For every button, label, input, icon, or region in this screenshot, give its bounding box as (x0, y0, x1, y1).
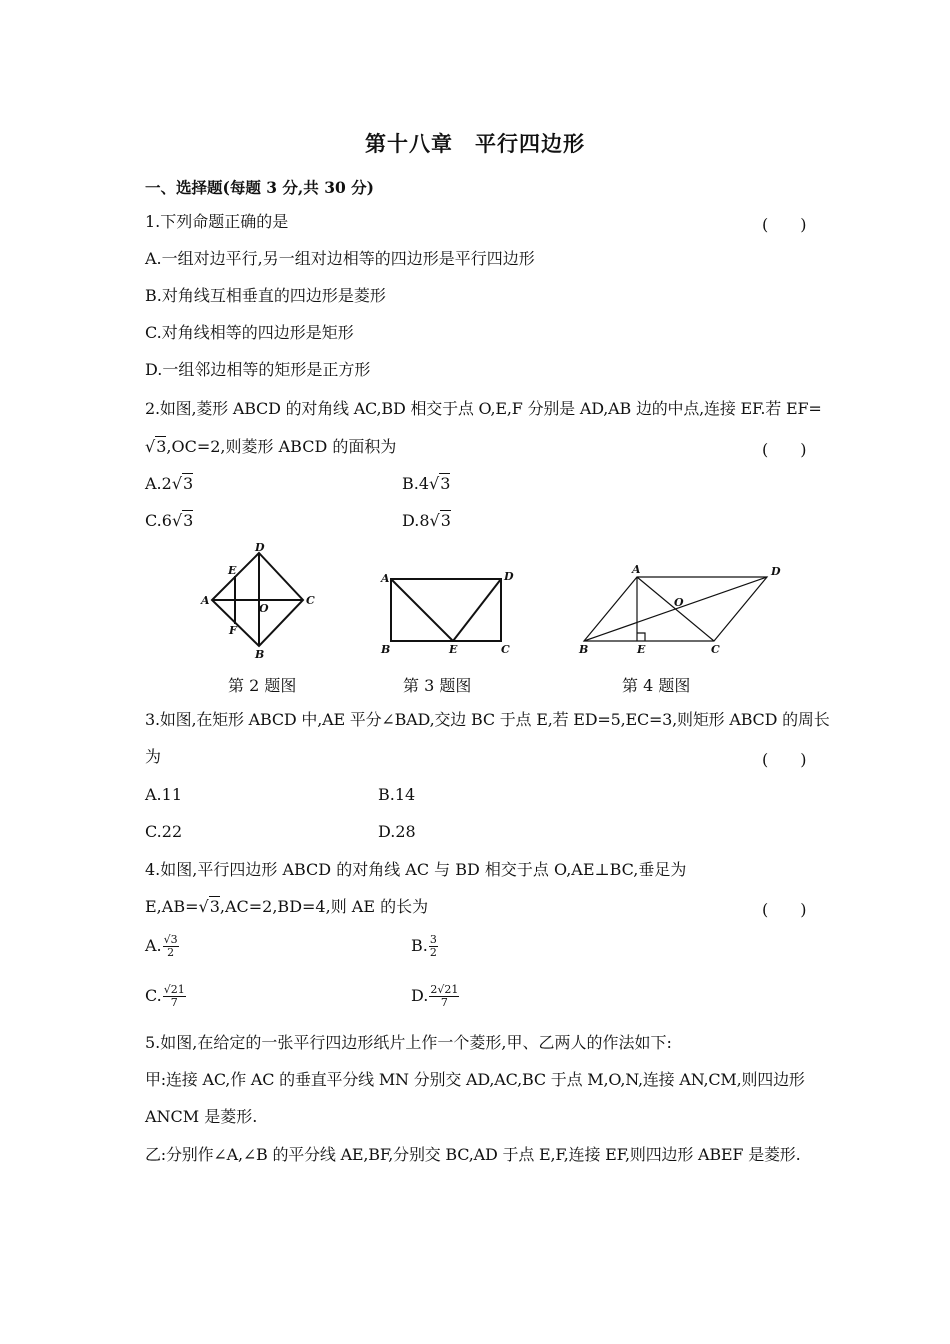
q3-stem-line1: 3.如图,在矩形 ABCD 中,AE 平分∠BAD,交边 BC 于点 E,若 ED=5,EC=3,则矩形 ABCD 的周长 (145, 710, 830, 729)
figure-2-caption: 第 2 题图 (228, 676, 297, 695)
q5-method-jia-line1: 甲:连接 AC,作 AC 的垂直平分线 MN 分别交 AD,AC,BC 于点 M,O,N,连接 AN,CM,则四边形 (145, 1070, 805, 1089)
q2-option-b: B.4√3 (402, 474, 451, 493)
q4-stem-line1: 4.如图,平行四边形 ABCD 的对角线 AC 与 BD 相交于点 O,AE⊥BC,垂足为 (145, 860, 687, 879)
q2-stem-line1: 2.如图,菱形 ABCD 的对角线 AC,BD 相交于点 O,E,F 分别是 AD,AB 边的中点,连接 EF.若 EF= (145, 399, 822, 418)
figure-4-parallelogram (574, 558, 814, 660)
q1-option-c: C.对角线相等的四边形是矩形 (145, 323, 354, 342)
fig4-label-b: B (579, 643, 589, 656)
fig2-label-d: D (255, 541, 265, 554)
q2-answer-blank: ( ) (762, 440, 807, 459)
q4-stem-line2: E,AB=√3,AC=2,BD=4,则 AE 的长为 (145, 897, 429, 916)
fig2-label-e: E (228, 564, 237, 577)
fraction: $\frac{√3}{2}$ (163, 933, 178, 959)
q1-option-b: B.对角线互相垂直的四边形是菱形 (145, 286, 386, 305)
fig4-label-o: O (674, 596, 684, 609)
sqrt-expression: √3 (145, 437, 167, 456)
q1-option-a: A.一组对边平行,另一组对边相等的四边形是平行四边形 (145, 249, 535, 268)
fraction: $\frac{2√21}{7}$ (430, 983, 459, 1009)
fig4-label-e: E (637, 643, 646, 656)
q4-option-a: A. $\frac{√3}{2}$ (145, 933, 178, 959)
q3-option-b: B.14 (378, 785, 416, 804)
fraction: $\frac{3}{2}$ (429, 933, 437, 959)
q4-option-c: C. $\frac{√21}{7}$ (145, 983, 185, 1009)
q1-answer-blank: ( ) (762, 215, 807, 234)
fig4-label-a: A (632, 563, 641, 576)
fig2-label-o: O (259, 602, 269, 615)
q5-stem-line1: 5.如图,在给定的一张平行四边形纸片上作一个菱形,甲、乙两人的作法如下: (145, 1033, 672, 1052)
fig4-label-c: C (711, 643, 720, 656)
fig3-label-c: C (501, 643, 510, 656)
figure-3-caption: 第 3 题图 (403, 676, 472, 695)
fig3-label-d: D (504, 570, 514, 583)
figure-2-rhombus (195, 540, 320, 660)
q4-option-b: B. $\frac{3}{2}$ (411, 933, 437, 959)
fig2-label-f: F (229, 624, 237, 637)
figure-4-caption: 第 4 题图 (622, 676, 691, 695)
page-title: 第十八章 平行四边形 (365, 131, 585, 156)
q3-answer-blank: ( ) (762, 750, 807, 769)
q1-option-d: D.一组邻边相等的矩形是正方形 (145, 360, 371, 379)
figure-3-rectangle (375, 562, 520, 660)
q2-stem-line2: √3,OC=2,则菱形 ABCD 的面积为 (145, 437, 397, 456)
q3-option-a: A.11 (145, 785, 182, 804)
section-heading: 一、选择题(每题 3 分,共 30 分) (145, 178, 375, 197)
q4-answer-blank: ( ) (762, 900, 807, 919)
q2-option-a: A.2√3 (145, 474, 194, 493)
q5-method-jia-line2: ANCM 是菱形. (145, 1107, 258, 1126)
fig3-label-a: A (381, 572, 390, 585)
fig2-label-a: A (201, 594, 210, 607)
q3-option-d: D.28 (378, 822, 416, 841)
fig3-label-b: B (381, 643, 391, 656)
q2-option-c: C.6√3 (145, 511, 194, 530)
q1-stem: 1.下列命题正确的是 (145, 212, 289, 231)
q2-option-d: D.8√3 (402, 511, 451, 530)
fig2-label-c: C (306, 594, 315, 607)
q4-option-d: D. $\frac{2√21}{7}$ (411, 983, 459, 1009)
fig2-label-b: B (255, 648, 265, 660)
q5-method-yi: 乙:分别作∠A,∠B 的平分线 AE,BF,分别交 BC,AD 于点 E,F,连接 EF,则四边形 ABEF 是菱形. (145, 1145, 801, 1164)
fig3-label-e: E (449, 643, 458, 656)
q3-option-c: C.22 (145, 822, 183, 841)
q3-stem-line2: 为 (145, 747, 162, 766)
fraction: $\frac{√21}{7}$ (163, 983, 185, 1009)
fig4-label-d: D (771, 565, 781, 578)
